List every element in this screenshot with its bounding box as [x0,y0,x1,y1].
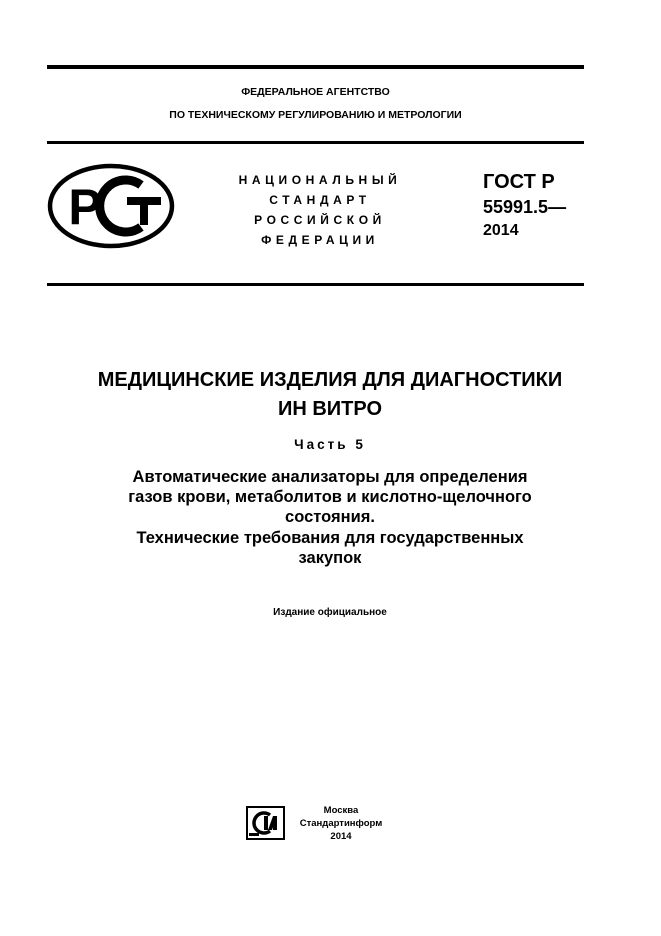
national-standard-line3: РОССИЙСКОЙ [254,213,386,227]
national-standard-line4: ФЕДЕРАЦИИ [261,233,379,247]
publisher-name: Стандартинформ [299,818,383,829]
top-rule [47,65,584,69]
standartinform-logo-icon [246,806,285,840]
document-title-line2: ИН ВИТРО [277,398,383,420]
document-title-line1: МЕДИЦИНСКИЕ ИЗДЕЛИЯ ДЛЯ ДИАГНОСТИКИ [97,369,563,391]
standard-designation-year: 2014 [483,222,519,239]
subtitle-line: состояния. [285,508,375,526]
svg-text:Р: Р [68,179,102,235]
section-rule [47,283,584,286]
subtitle-line: Технические требования для государственных [136,529,524,547]
edition-label: Издание официальное [273,607,387,618]
national-standard-line2: СТАНДАРТ [269,193,371,207]
agency-name-line2: ПО ТЕХНИЧЕСКОМУ РЕГУЛИРОВАНИЮ И МЕТРОЛОГИИ [169,109,462,121]
agency-name-line1: ФЕДЕРАЛЬНОЕ АГЕНТСТВО [241,86,390,98]
header-rule [47,141,584,144]
national-standard-line1: НАЦИОНАЛЬНЫЙ [238,173,402,187]
subtitle-line: газов крови, метаболитов и кислотно-щелочного [128,488,532,506]
publication-year: 2014 [330,831,352,842]
rst-certification-icon [47,163,175,249]
publisher-city: Москва [323,805,359,816]
part-label: Часть 5 [294,437,366,452]
standard-designation-prefix: ГОСТ Р [483,171,555,193]
subtitle-line: закупок [298,549,362,567]
standard-designation-number: 55991.5— [483,197,567,217]
subtitle-line: Автоматические анализаторы для определения [132,468,528,486]
